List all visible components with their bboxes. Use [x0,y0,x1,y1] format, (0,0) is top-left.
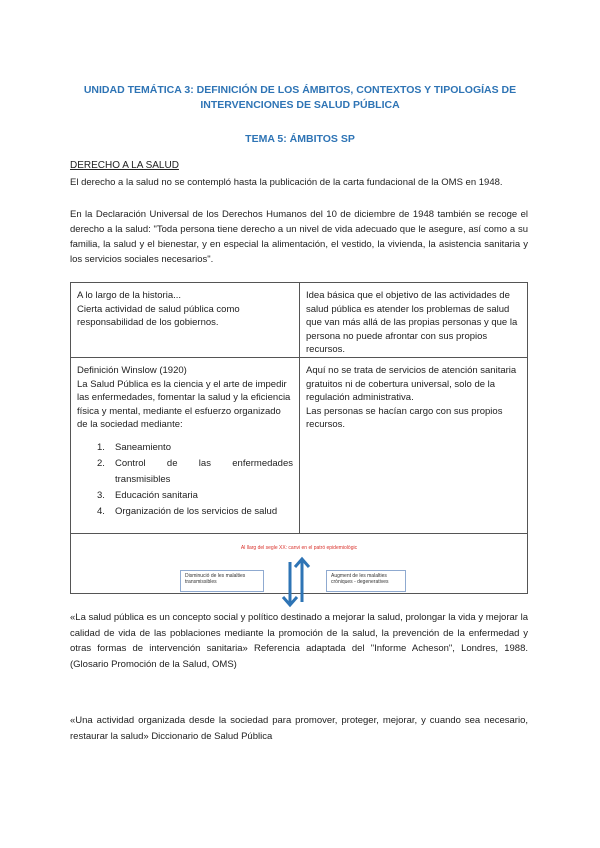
cell-diagram [71,534,527,593]
winslow-title: Definición Winslow (1920) [77,365,187,376]
unit-title-line-1: UNIDAD TEMÁTICA 3: DEFINICIÓN DE LOS ÁMBITOS, CONTEXTOS Y TIPOLOGÍAS DE [83,84,517,96]
cell-winslow [71,358,300,534]
winslow-list [77,440,293,520]
quote-acheson: «La salud pública es un concepto social y político destinado a mejorar la salud, prolongar la vida y mejorar la calidad de vida de las poblaciones mediante la promoción de la salud, la prevención de la enfermedad y otras formas de intervención sanitaria» Referencia adaptada del "Informe Acheson", Londres, 1988. (Glosario Promoción de la Salud, OMS) [70,612,528,670]
topic-title: TEMA 5: ÁMBITOS SP [245,133,355,145]
list-item: 3. Educación sanitaria [97,489,198,501]
basic-idea-text: Idea básica que el objetivo de las actividades de salud pública es atender los problemas de salud que van más allá de las propias personas y que la persona no puede afrontar con sus propios recursos. [306,290,518,355]
decrease-box: Disminució de les malalties transmissibles [180,570,264,592]
cell-basic-idea [300,283,527,358]
section-heading: DERECHO A LA SALUD [70,160,179,171]
history-heading: A lo largo de la historia... [77,290,182,301]
services-text: Aquí no se trata de servicios de atención sanitaria gratuitos ni de cobertura universal, solo de la regulación administrativa. [306,365,517,403]
paragraph-oms: El derecho a la salud no se contempló hasta la publicación de la carta fundacional de la OMS en 1948. [70,177,503,188]
cell-history [71,283,300,358]
up-down-arrows-icon [276,556,316,608]
history-text: Cierta actividad de salud pública como responsabilidad de los gobiernos. [77,303,240,328]
winslow-definition: La Salud Pública es la ciencia y el arte de impedir las enfermedades, fomentar la salud y la eficiencia física y mental, mediante el esfuerzo organizado de la sociedad mediante: [77,378,291,430]
quote-dictionary: «Una actividad organizada desde la sociedad para promover, proteger, mejorar, y cuando sea necesario, restaurar la salud» Diccionario de Salud Pública [70,715,528,742]
cell-services [300,358,527,534]
info-table [70,282,528,594]
list-item: 2. Control de las enfermedades transmisibles [97,457,293,485]
list-item: 1. Saneamiento [97,441,171,453]
services-resources: Las personas se hacían cargo con sus propios recursos. [306,405,503,430]
unit-title-line-2: INTERVENCIONES DE SALUD PÚBLICA [200,99,400,111]
increase-box: Augment de les malalties cròniques - degeneratives [326,570,406,592]
diagram-caption: Al llarg del segle XX: canvi en el patró epidemiològic [240,545,358,551]
paragraph-declaration: En la Declaración Universal de los Derechos Humanos del 10 de diciembre de 1948 también se recoge el derecho a la salud: "Toda persona tiene derecho a un nivel de vida adecuado que le asegure, así como a su familia, la salud y el bienestar, y en especial la alimentación, el vestido, la vivienda, la asistencia sanitaria y los servicios sociales necesarios". [70,209,528,265]
list-item: 4. Organización de los servicios de salud [97,505,278,517]
unit-title [70,83,530,113]
